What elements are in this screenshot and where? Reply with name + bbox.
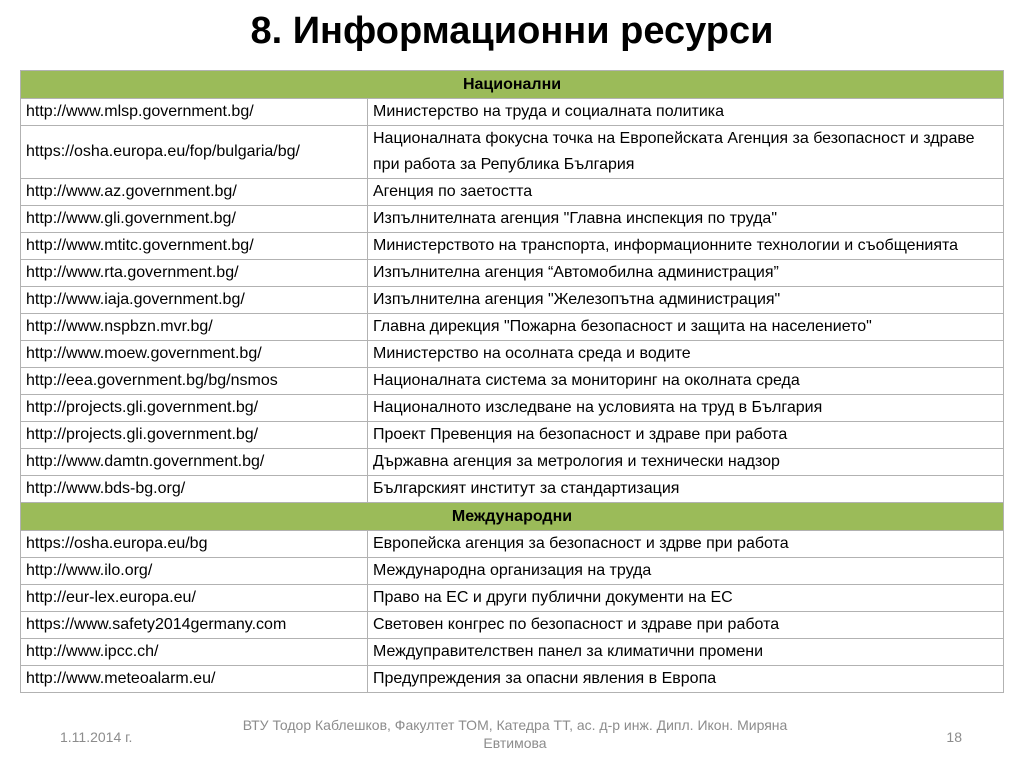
resource-description: Световен конгрес по безопасност и здраве при работа bbox=[368, 612, 1004, 639]
table-row bbox=[21, 558, 1004, 585]
table-row bbox=[21, 612, 1004, 639]
resource-url-link[interactable]: http://projects.gli.government.bg/ bbox=[21, 395, 368, 422]
resources-table bbox=[20, 70, 1004, 693]
table-row bbox=[21, 395, 1004, 422]
table-row bbox=[21, 99, 1004, 126]
table-row bbox=[21, 639, 1004, 666]
resource-url-link[interactable]: https://osha.europa.eu/bg bbox=[21, 531, 368, 558]
resource-description: Националното изследване на условията на труд в България bbox=[368, 395, 1004, 422]
resource-description: Европейска агенция за безопасност и здрве при работа bbox=[368, 531, 1004, 558]
resource-description: Министерството на транспорта, информационните технологии и съобщенията bbox=[368, 233, 1004, 260]
slide-title: 8. Информационни ресурси bbox=[250, 10, 774, 52]
resource-description: Главна дирекция "Пожарна безопасност и защита на населението" bbox=[368, 314, 1004, 341]
footer-date: 1.11.2014 г. bbox=[60, 729, 133, 745]
resource-url-link[interactable]: http://www.rta.government.bg/ bbox=[21, 260, 368, 287]
resource-description: Министерство на труда и социалната политика bbox=[368, 99, 1004, 126]
section-header-row bbox=[21, 503, 1004, 531]
table-row bbox=[21, 476, 1004, 503]
resource-url-link[interactable]: http://eea.government.bg/bg/nsmos bbox=[21, 368, 368, 395]
resource-description: Министерство на осолната среда и водите bbox=[368, 341, 1004, 368]
table-row bbox=[21, 126, 1004, 179]
resource-description: Междуправителствен панел за климатични промени bbox=[368, 639, 1004, 666]
resource-description: Изпълнителна агенция “Автомобилна администрация” bbox=[368, 260, 1004, 287]
resource-description: Предупреждения за опасни явления в Европа bbox=[368, 666, 1004, 693]
resource-description: Националната система за мониторинг на околната среда bbox=[368, 368, 1004, 395]
resource-url-link[interactable]: http://projects.gli.government.bg/ bbox=[21, 422, 368, 449]
table-row bbox=[21, 179, 1004, 206]
resource-url-link[interactable]: http://www.bds-bg.org/ bbox=[21, 476, 368, 503]
resource-description: Държавна агенция за метрология и технически надзор bbox=[368, 449, 1004, 476]
resource-description: Агенция по заетостта bbox=[368, 179, 1004, 206]
resource-url-link[interactable]: http://www.mtitc.government.bg/ bbox=[21, 233, 368, 260]
resource-url-link[interactable]: http://www.damtn.government.bg/ bbox=[21, 449, 368, 476]
footer-author: ВТУ Тодор Каблешков, Факултет ТОМ, Катедра ТТ, ас. д-р инж. Дипл. Икон. Миряна Евтимова bbox=[242, 717, 788, 751]
section-header-row bbox=[21, 71, 1004, 99]
table-row bbox=[21, 233, 1004, 260]
resource-url-link[interactable]: http://www.gli.government.bg/ bbox=[21, 206, 368, 233]
table-row bbox=[21, 368, 1004, 395]
resource-url-link[interactable]: http://www.mlsp.government.bg/ bbox=[21, 99, 368, 126]
resource-url-link[interactable]: http://www.ipcc.ch/ bbox=[21, 639, 368, 666]
resource-description: Българският институт за стандартизация bbox=[368, 476, 1004, 503]
resource-url-link[interactable]: https://www.safety2014germany.com bbox=[21, 612, 368, 639]
resource-url-link[interactable]: http://www.az.government.bg/ bbox=[21, 179, 368, 206]
resource-description: Право на ЕС и други публични документи на ЕС bbox=[368, 585, 1004, 612]
resource-url-link[interactable]: http://www.meteoalarm.eu/ bbox=[21, 666, 368, 693]
resource-url-link[interactable]: http://www.ilo.org/ bbox=[21, 558, 368, 585]
resource-url-link[interactable]: http://eur-lex.europa.eu/ bbox=[21, 585, 368, 612]
resources-table-body bbox=[21, 71, 1004, 693]
table-row bbox=[21, 585, 1004, 612]
table-row bbox=[21, 206, 1004, 233]
resource-description: Изпълнителна агенция "Железопътна администрация" bbox=[368, 287, 1004, 314]
table-row bbox=[21, 260, 1004, 287]
table-row bbox=[21, 422, 1004, 449]
table-row bbox=[21, 314, 1004, 341]
resource-description: Изпълнителната агенция "Главна инспекция по труда" bbox=[368, 206, 1004, 233]
resource-url-link[interactable]: https://osha.europa.eu/fop/bulgaria/bg/ bbox=[21, 126, 368, 179]
table-row bbox=[21, 287, 1004, 314]
resource-description: Международна организация на труда bbox=[368, 558, 1004, 585]
table-row bbox=[21, 531, 1004, 558]
resource-description: Проект Превенция на безопасност и здраве при работа bbox=[368, 422, 1004, 449]
section-heading: Международни bbox=[21, 503, 1004, 531]
resource-url-link[interactable]: http://www.nspbzn.mvr.bg/ bbox=[21, 314, 368, 341]
table-row bbox=[21, 666, 1004, 693]
resource-url-link[interactable]: http://www.iaja.government.bg/ bbox=[21, 287, 368, 314]
section-heading: Национални bbox=[21, 71, 1004, 99]
table-row bbox=[21, 449, 1004, 476]
footer-page-number: 18 bbox=[946, 729, 962, 745]
table-row bbox=[21, 341, 1004, 368]
resource-description: Националната фокусна точка на Европейската Агенция за безопасност и здраве при работа за Република България bbox=[368, 126, 1004, 179]
resource-url-link[interactable]: http://www.moew.government.bg/ bbox=[21, 341, 368, 368]
